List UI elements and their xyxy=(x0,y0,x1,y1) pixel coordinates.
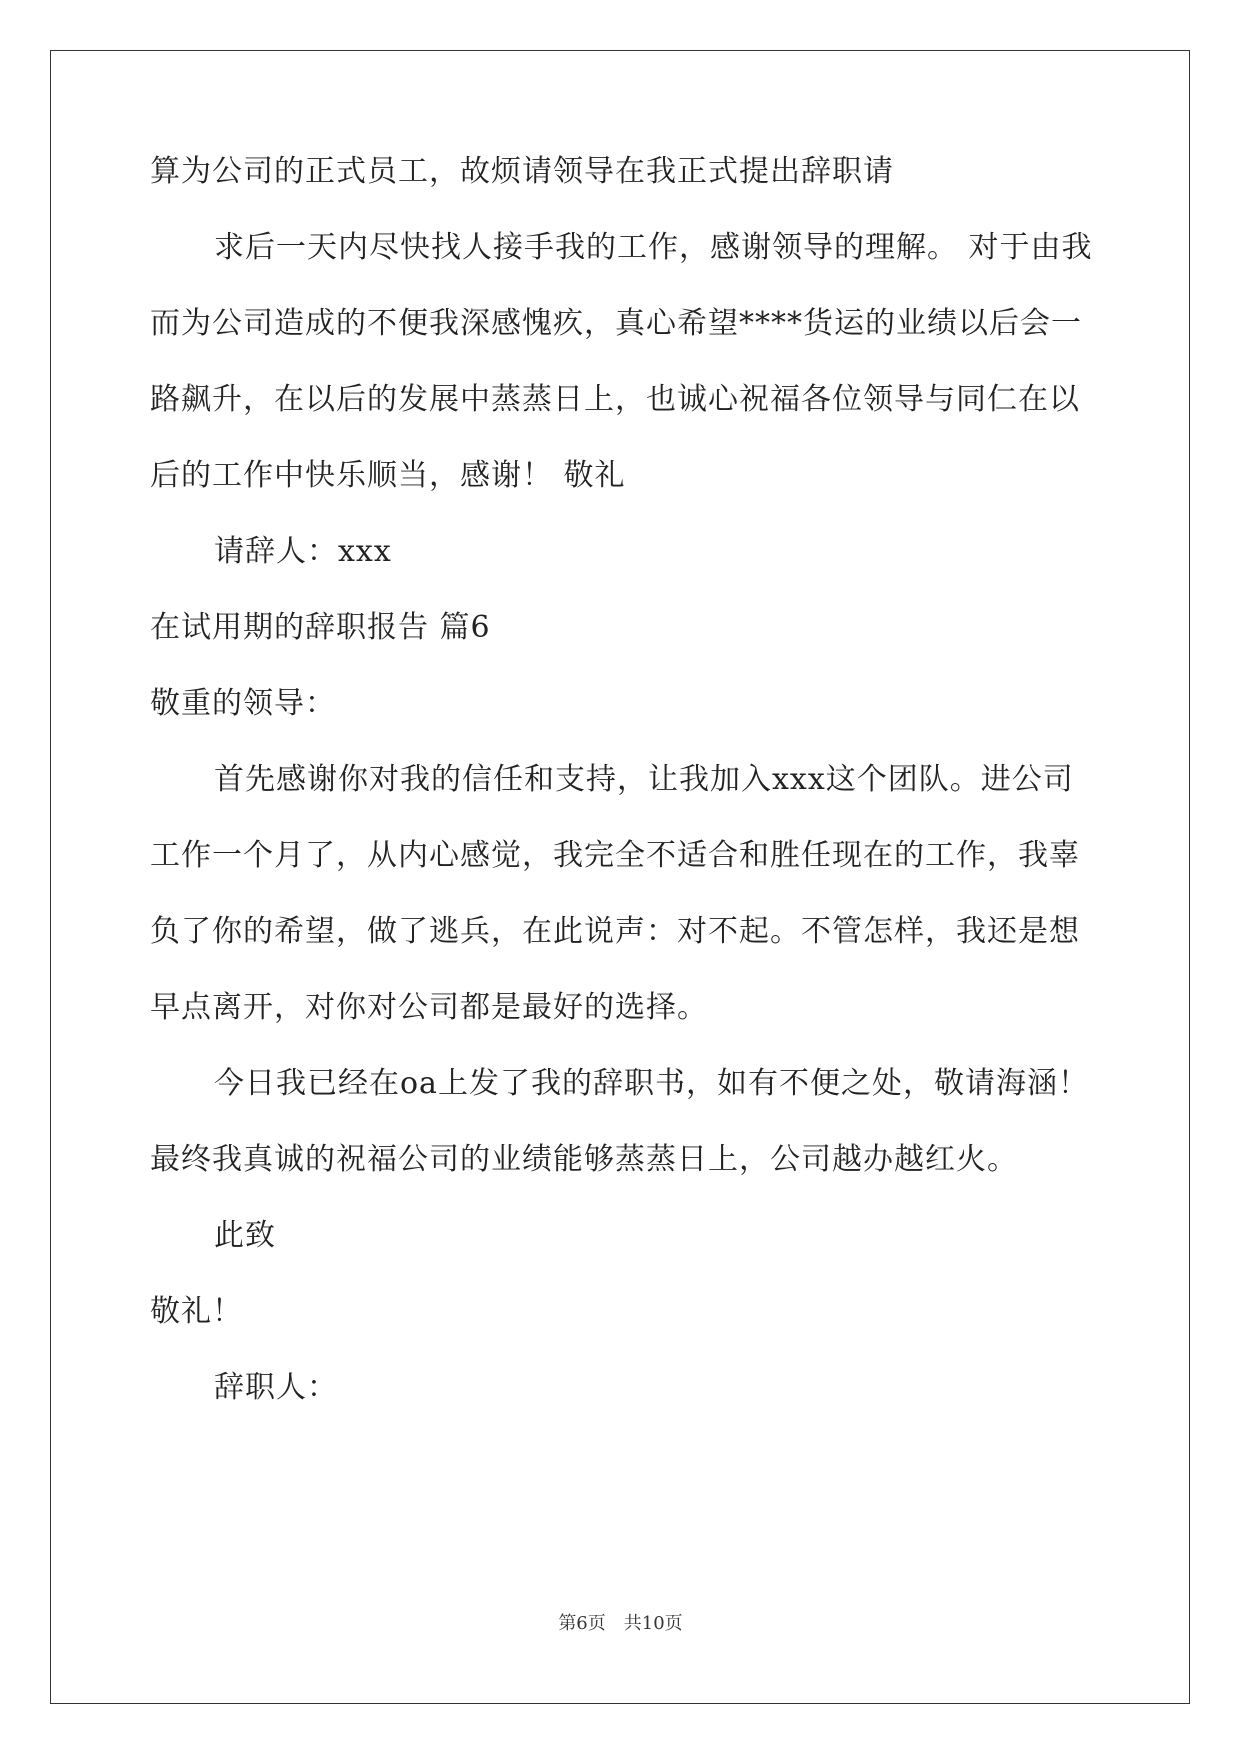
section-heading: 在试用期的辞职报告 篇6 xyxy=(150,610,491,645)
text-line: 今日我已经在oa上发了我的辞职书，如有不便之处，敬请海涵！ xyxy=(214,1066,1089,1101)
text-line: 负了你的希望，做了逃兵，在此说声：对不起。不管怎样，我还是想 xyxy=(150,914,1080,949)
page-number: 第6页 xyxy=(558,1613,606,1634)
text-line: 早点离开，对你对公司都是最好的选择。 xyxy=(150,990,708,1025)
text-line: 首先感谢你对我的信任和支持，让我加入xxx这个团队。进公司 xyxy=(214,762,1074,797)
closing-line: 敬礼！ xyxy=(150,1294,243,1329)
signatory-line: 请辞人：xxx xyxy=(214,534,392,569)
text-line: 工作一个月了，从内心感觉，我完全不适合和胜任现在的工作，我辜 xyxy=(150,838,1080,873)
page-footer xyxy=(0,1612,1241,1636)
text-line: 路飙升，在以后的发展中蒸蒸日上，也诚心祝福各位领导与同仁在以 xyxy=(150,382,1080,417)
page-border xyxy=(50,50,1190,1704)
salutation: 敬重的领导： xyxy=(150,686,336,721)
text-line: 求后一天内尽快找人接手我的工作，感谢领导的理解。 对于由我 xyxy=(214,230,1093,265)
page-total: 共10页 xyxy=(623,1613,683,1634)
signatory-line: 辞职人： xyxy=(214,1370,338,1405)
text-line: 后的工作中快乐顺当，感谢！ 敬礼 xyxy=(150,458,626,493)
text-line: 而为公司造成的不便我深感愧疚，真心希望****货运的业绩以后会一 xyxy=(150,306,1082,341)
text-line: 最终我真诚的祝福公司的业绩能够蒸蒸日上，公司越办越红火。 xyxy=(150,1142,1018,1177)
closing-line: 此致 xyxy=(214,1218,276,1253)
text-line: 算为公司的正式员工，故烦请领导在我正式提出辞职请 xyxy=(150,154,894,189)
